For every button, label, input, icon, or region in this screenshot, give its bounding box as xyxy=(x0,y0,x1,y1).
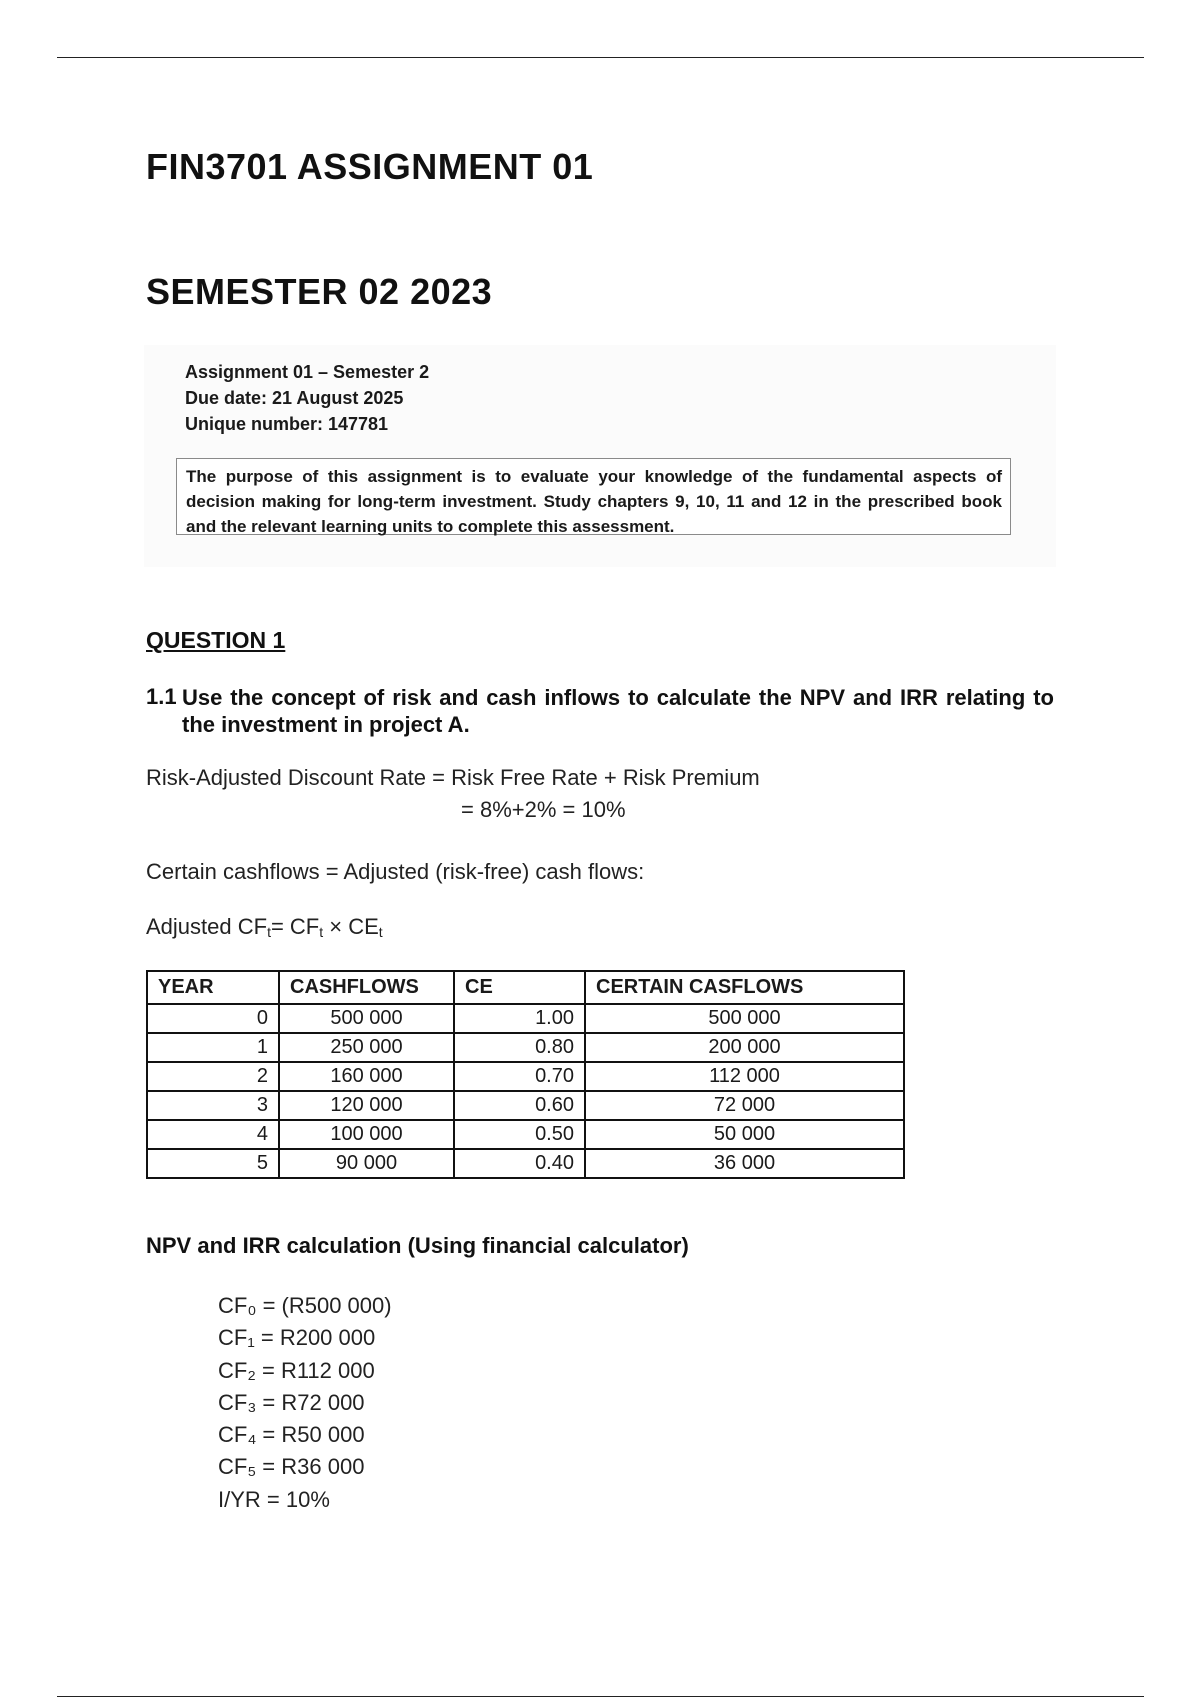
calc-line-cf5: CF₅ = R36 000 xyxy=(218,1454,365,1480)
assignment-info-panel xyxy=(144,345,1056,567)
unique-number: Unique number: 147781 xyxy=(185,414,389,434)
header-year: YEAR xyxy=(147,971,279,1004)
bottom-rule xyxy=(57,1696,1144,1697)
cell-certain-cashflow: 36 000 xyxy=(585,1149,904,1178)
cell-ce: 1.00 xyxy=(454,1004,585,1033)
cell-cashflow: 120 000 xyxy=(279,1091,454,1120)
calculator-inputs xyxy=(218,1290,392,1516)
cell-certain-cashflow: 72 000 xyxy=(585,1091,904,1120)
cell-cashflow: 160 000 xyxy=(279,1062,454,1091)
header-cashflows: CASHFLOWS xyxy=(279,971,454,1004)
cell-year: 2 xyxy=(147,1062,279,1091)
cell-ce: 0.80 xyxy=(454,1033,585,1062)
cell-cashflow: 250 000 xyxy=(279,1033,454,1062)
calc-line-cf4: CF₄ = R50 000 xyxy=(218,1422,365,1448)
header-certain-cashflows: CERTAIN CASFLOWS xyxy=(585,971,904,1004)
cell-ce: 0.50 xyxy=(454,1120,585,1149)
cell-year: 3 xyxy=(147,1091,279,1120)
adj-op: × CE xyxy=(323,914,379,939)
adj-sub-2: t xyxy=(319,924,324,940)
certain-cashflows-definition: Certain cashflows = Adjusted (risk-free) cash flows: xyxy=(146,859,645,884)
adjusted-cf-formula xyxy=(146,914,383,940)
cell-cashflow: 100 000 xyxy=(279,1120,454,1149)
semester-title: SEMESTER 02 2023 xyxy=(146,271,493,312)
table-row xyxy=(147,1004,904,1033)
certain-cashflows-table xyxy=(146,970,905,1179)
subquestion-text: Use the concept of risk and cash inflows to calculate the NPV and IRR relating to the investment in project A. xyxy=(182,685,1054,737)
table-row xyxy=(147,1062,904,1091)
table-row xyxy=(147,1120,904,1149)
cell-year: 4 xyxy=(147,1120,279,1149)
cell-year: 0 xyxy=(147,1004,279,1033)
adj-lhs: Adjusted CF xyxy=(146,914,268,939)
header-ce: CE xyxy=(454,971,585,1004)
cell-year: 1 xyxy=(147,1033,279,1062)
radr-value: = 8%+2% = 10% xyxy=(461,797,626,822)
cell-ce: 0.40 xyxy=(454,1149,585,1178)
table-row xyxy=(147,1033,904,1062)
table-row xyxy=(147,1091,904,1120)
cell-certain-cashflow: 500 000 xyxy=(585,1004,904,1033)
calc-line-iyr: I/YR = 10% xyxy=(218,1486,330,1512)
adj-mid: = CF xyxy=(270,914,320,939)
radr-formula: Risk-Adjusted Discount Rate = Risk Free Rate + Risk Premium xyxy=(146,765,760,790)
adj-sub-3: t xyxy=(378,924,383,940)
top-rule xyxy=(57,57,1144,58)
question-heading: QUESTION 1 xyxy=(146,627,286,653)
due-date: Due date: 21 August 2025 xyxy=(185,388,404,408)
cell-year: 5 xyxy=(147,1149,279,1178)
purpose-text: The purpose of this assignment is to evaluate your knowledge of the fundamental aspects of decision making for long-term investment. Study chapters 9, 10, 11 and 12 in the prescribed book and the relevant learning units to complete this assessment. xyxy=(186,467,1002,536)
calc-line-cf0: CF₀ = (R500 000) xyxy=(218,1293,392,1318)
calc-line-cf3: CF₃ = R72 000 xyxy=(218,1389,365,1415)
subquestion-number: 1.1 xyxy=(146,684,177,709)
assignment-name: Assignment 01 – Semester 2 xyxy=(185,362,430,382)
cell-certain-cashflow: 112 000 xyxy=(585,1062,904,1091)
npv-irr-heading: NPV and IRR calculation (Using financial calculator) xyxy=(146,1233,689,1258)
calc-line-cf1: CF₁ = R200 000 xyxy=(218,1325,376,1351)
document-title: FIN3701 ASSIGNMENT 01 xyxy=(146,146,594,187)
cell-certain-cashflow: 200 000 xyxy=(585,1033,904,1062)
cell-certain-cashflow: 50 000 xyxy=(585,1120,904,1149)
purpose-box xyxy=(176,458,1011,535)
cell-ce: 0.60 xyxy=(454,1091,585,1120)
adj-sub-1: t xyxy=(267,924,271,940)
cell-ce: 0.70 xyxy=(454,1062,585,1091)
cell-cashflow: 90 000 xyxy=(279,1149,454,1178)
table-header-row xyxy=(147,971,904,1004)
calc-line-cf2: CF₂ = R112 000 xyxy=(218,1357,375,1383)
cell-cashflow: 500 000 xyxy=(279,1004,454,1033)
table-row xyxy=(147,1149,904,1178)
